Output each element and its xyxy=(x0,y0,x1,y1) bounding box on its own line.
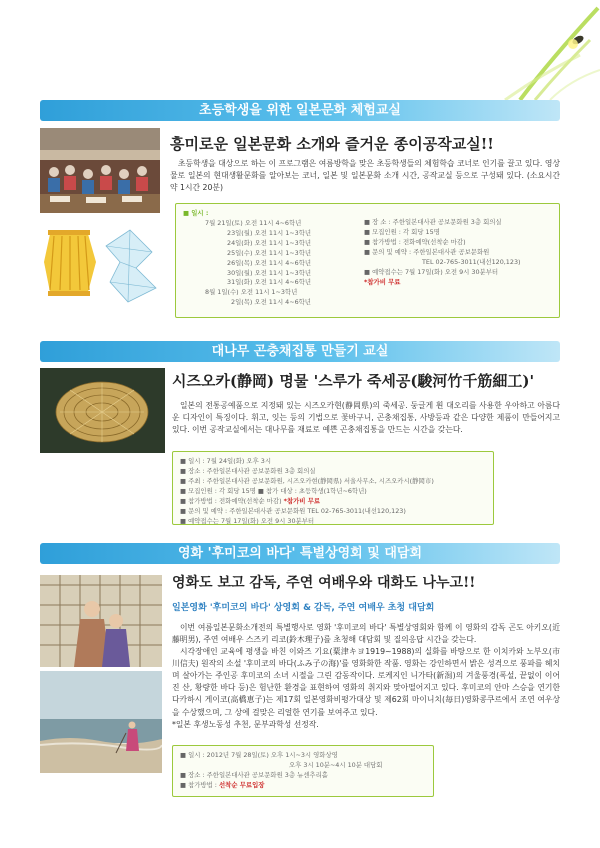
film-still-seashore xyxy=(40,671,162,773)
schedule-item: 26일(목) 오전 11시 4~6학년 xyxy=(227,258,312,267)
schedule-item: 7월 21일(토) 오전 11시 4~6학년 xyxy=(205,218,302,227)
bamboo-craft-photo xyxy=(40,368,165,453)
body-paragraph: 시각장애인 교육에 평생을 바친 이와즈 기요(粟津キヨ1919~1988)의 실화를 바탕으로 한 이치카와 노부오(市川信夫) 원작의 소설 '후미코의 바다(ふみ子の海)'를 영화화한 작품. 영화는 강인하면서 밝은 성격으로 풍파를 헤치며 살아가는 주인공 후미코의 소녀 시절을 그린 감동작이다. 로케지인 니가타(新潟)의 겨울풍경(폭설, 끝없이 이어진 산, 황량한 바다 등)은 험난한 환경을 표현하여 영화의 취지와 맞아떨어지고 있다. 후미코의 안마 스승을 연기한 다카하시 게이코(高橋恵子)는 제17회 일본영화비평가대상 및 제62회 마이니치(毎日)영화콩쿠르에서 조연 여우상을 수상했으며, 그 상에 걸맞은 리얼한 연기를 보여주고 있다. xyxy=(172,647,560,717)
info-item-text: ■ 참가방법 : xyxy=(180,780,217,789)
section-band-culture-class: 초등학생을 위한 일본문화 체험교실 xyxy=(40,100,560,121)
section-headline-bamboo-class: 시즈오카(静岡) 명물 '스루가 죽세공(駿河竹千筋細工)' xyxy=(172,372,535,390)
section-band-bamboo-class: 대나무 곤충채집통 만들기 교실 xyxy=(40,341,560,362)
info-item: ■ 문의 및 예약 : 주한일본대사관 공보문화원 TEL 02-765-3011(내선120,123) xyxy=(180,506,406,515)
detail-item: ■ 예약접수는 7월 17일(화) 오전 9시 30분부터 xyxy=(364,267,499,276)
detail-item: ■ 장 소 : 주한일본대사관 공보문화원 3층 회의실 xyxy=(364,218,502,226)
detail-item: ■ 문의 및 예약 : 주한일본대사관 공보문화원 xyxy=(364,247,490,256)
schedule-item: 24일(화) 오전 11시 1~3학년 xyxy=(227,238,312,247)
info-item: ■ 장소 : 주한일본대사관 공보문화원 3층 뉴센추리홀 xyxy=(180,770,328,779)
fee-note: 선착순 무료입장 xyxy=(219,780,265,789)
schedule-column xyxy=(183,209,363,308)
info-item xyxy=(180,497,486,507)
schedule-item: 25일(수) 오전 11시 1~3학년 xyxy=(227,248,312,257)
section-info-culture-class xyxy=(175,203,560,318)
schedule-item: 30일(월) 오전 11시 1~3학년 xyxy=(227,268,312,277)
info-item: ■ 일시 : 2012년 7월 28일(토) 오후 1시~3시 영화상영 xyxy=(180,751,338,759)
info-item: ■ 주최 : 주한일본대사관 공보문화원, 시즈오카현(静岡県) 서울사무소, 시즈오카시(静岡市) xyxy=(180,476,434,485)
section-band-film-screening: 영화 '후미코의 바다' 특별상영회 및 대담회 xyxy=(40,543,560,564)
detail-item: ■ 참가방법 : 전화예약(선착순 마감) xyxy=(364,237,466,246)
details-column xyxy=(364,218,554,287)
schedule-title: ■ 일시 : xyxy=(183,209,209,217)
section-body-culture-class xyxy=(170,158,560,194)
info-item xyxy=(180,781,426,791)
section-info-film-screening xyxy=(172,745,434,797)
classroom-photo xyxy=(40,128,160,213)
body-paragraph: 일본의 전통공예품으로 지정돼 있는 시즈오카현(静岡県)의 죽세공. 둥글게 휜 대오리를 사용한 우아하고 아름다운 디자인이 특징이다. 휘고, 잇는 등의 기법으로 꽃바구니, 곤충채집통, 사방등과 같은 다양한 제품이 만들어지고 있다. 이번 공작교실에서는 대나무를 재료로 예쁜 곤충채집통을 만드는 시간을 갖는다. xyxy=(172,401,560,435)
section-headline-culture-class: 흥미로운 일본문화 소개와 즐거운 종이공작교실!! xyxy=(170,135,494,153)
section-info-bamboo-class xyxy=(172,451,494,525)
info-item: ■ 모집인원 : 각 회당 15명 ■ 참가 대상 : 초등학생(1학년~6학년) xyxy=(180,486,367,495)
info-item: ■ 예약접수는 7월 17일(화) 오전 9시 30분부터 xyxy=(180,516,315,525)
detail-item: ■ 모집인원 : 각 회당 15명 xyxy=(364,227,440,236)
fee-note: *참가비 무료 xyxy=(283,496,321,505)
info-item-text: ■ 참가방법 : 전화예약(선착순 마감) xyxy=(180,496,282,505)
body-paragraph: 이번 여름일본문화소개전의 특별행사로 영화 '후미코의 바다' 특별상영회와 함께 이 영화의 감독 곤도 아키오(近藤明男), 주연 여배우 스즈키 리코(鈴木理子)를 초청해 대담회 및 질의응답 시간을 갖는다. xyxy=(172,623,560,645)
body-paragraph: 초등학생을 대상으로 하는 이 프로그램은 여름방학을 맞은 초등학생들의 체험학습 코너로 인기를 끌고 있다. 영상물로 일본의 현대생활문화를 알아보는 코너, 일본 및 일본문화 소개 시간, 공작교실 등으로 구성돼 있다. (소요시간 약 1시간 20분) xyxy=(170,159,560,193)
info-item: ■ 일시 : 7월 24일(화) 오후 3시 xyxy=(180,457,272,465)
info-item: ■ 장소 : 주한일본대사관 공보문화원 3층 회의실 xyxy=(180,466,316,475)
section-headline-film-screening: 영화도 보고 감독, 주연 여배우와 대화도 나누고!! xyxy=(172,575,476,591)
info-item: 오후 3시 10분~4시 10분 대담회 xyxy=(289,760,383,769)
paper-craft-photo xyxy=(40,222,170,307)
schedule-item: 23일(월) 오전 11시 1~3학년 xyxy=(227,228,312,237)
film-still-mother-child xyxy=(40,575,162,667)
detail-item: TEL 02-765-3011(내선120,123) xyxy=(422,257,521,266)
film-subheading: 일본영화 '후미코의 바다' 상영회 & 감독, 주연 여배우 초청 대담회 xyxy=(172,603,435,613)
grass-firefly-decoration xyxy=(460,0,600,100)
fee-note: *참가비 무료 xyxy=(364,277,401,286)
section-body-film-screening xyxy=(172,622,560,731)
schedule-item: 2일(목) 오전 11시 4~6학년 xyxy=(231,298,311,307)
section-body-bamboo-class xyxy=(172,400,560,436)
schedule-item: 8월 1일(수) 오전 11시 1~3학년 xyxy=(205,288,298,297)
body-paragraph: *일본 후생노동성 추천, 문부과학성 선정작. xyxy=(172,719,319,729)
schedule-item: 31일(화) 오전 11시 4~6학년 xyxy=(227,278,312,287)
